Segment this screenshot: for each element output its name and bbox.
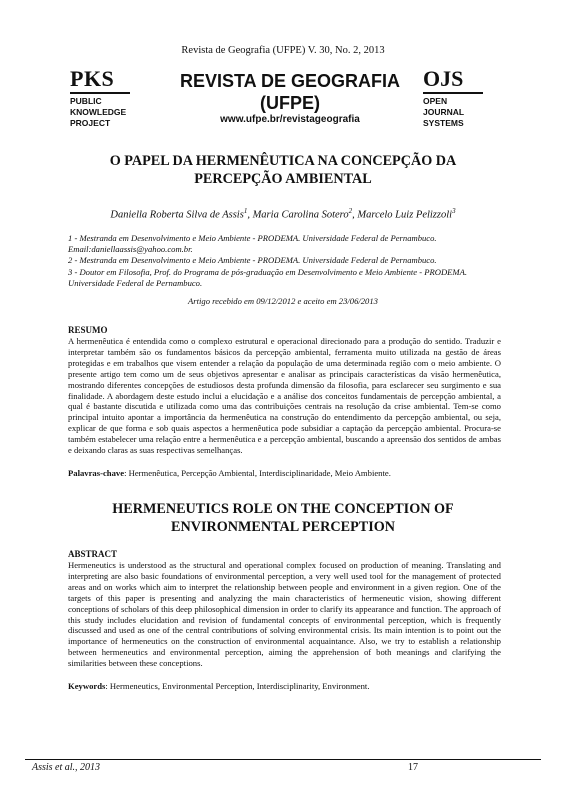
resumo-body: A hermenêutica é entendida como o complexo estrutural e operacional direcionado para a produção do sentido. Traduzir e interpretar também são os fundamentos básicos da percepção ambiental, ferramenta muito utilizada na gestão de áreas protegidas e em trabalhos que visem entender a relação da população de uma determinada região com o meio ambiente. O presente artigo tem como um de seus objetivos apresentar e analisar as principais características da visão hermenêutica, mostrando diferentes concepções de estudiosos desta profunda dimensão da filosofia, para esclarecer seu surgimento e sua finalidade. A abordagem deste estudo inclui a elucidação e a análise dos conceitos fundamentais de percepção ambiental, a qual é bastante discutida e utilizada como uma das contribuições centrais na resolução da crise ambiental. Tem-se como principal intuito apontar a importância da hermenêutica na construção do entendimento da percepção ambiental, ou seja, explicar de que forma e sob quais aspectos a hermenêutica pode subsidiar a captação da percepção ambiental. Procura-se também estabelecer uma relação entre a hermenêutica e a percepção ambiental, buscando a apreensão dos sentidos de ambas e deixando claras as suas respectivas semelhanças.: [68, 336, 501, 456]
author-name: Marcelo Luiz Pelizzoli: [357, 209, 453, 221]
resumo-keywords: [68, 468, 501, 479]
journal-masthead: [170, 70, 410, 114]
journal-title-line-1: REVISTA DE GEOGRAFIA: [179, 71, 401, 91]
abstract-body: Hermeneutics is understood as the structural and operational complex focused on production of meaning. Translating and interpreting are also basic foundations of environmental perception, a very well used tool for the management of protected areas and on works which aim to interpret the relationship between people and environment in a given region. One of the targets of this paper is presenting and analyzing the main characteristics of hermeneutic vision, showing different conceptions of scholars of this deep philosophical dimension in order to clarify its appearance and function. The approach of this study includes elucidation and revision of fundamental concepts of environmental perception, which is frequently discussed and used as one of the central contributions of solving environmental crisis. Its main intention is to point out the importance of hermeneutics on the construction of environmental acquaintance. Also, we try to establish a relationship between hermeneutics and environmental perception, aiming the apprehension of both meanings and clarifying the similarities between these conceptions.: [68, 560, 501, 669]
author-name: Daniella Roberta Silva de Assis: [110, 209, 244, 221]
ojs-line-3: SYSTEMS: [423, 118, 464, 128]
journal-url: www.ufpe.br/revistageografia: [220, 114, 360, 125]
resumo-keywords-label: Palavras-chave: [68, 468, 125, 478]
ojs-logo-text: [423, 96, 464, 129]
article-title: [40, 152, 526, 188]
received-date: Artigo recebido em 09/12/2012 e aceito em 23/06/2013: [188, 296, 378, 306]
author-affiliation-marker: 3: [452, 207, 456, 215]
abstract-keywords: [68, 681, 501, 692]
pks-line-3: PROJECT: [70, 118, 111, 128]
abstract-keywords-text: : Hermeneutics, Environmental Perception, Interdisciplinarity, Environment.: [105, 681, 370, 691]
ojs-line-1: OPEN: [423, 96, 448, 106]
footer-citation: Assis et al., 2013: [32, 762, 101, 773]
affiliations: [68, 233, 508, 289]
page-number: 17: [408, 762, 418, 773]
author-affiliation-marker: 2: [348, 207, 353, 215]
article-title-line-1: O PAPEL DA HERMENÊUTICA NA CONCEPÇÃO DA: [109, 153, 457, 169]
author-list: Daniella Roberta Silva de Assis$^1$, Maria Carolina Sotero$^2$, Marcelo Luiz Pelizzoli$^3$: [110, 207, 456, 221]
pks-line-1: PUBLIC: [70, 96, 102, 106]
author-name: Maria Carolina Sotero: [252, 209, 349, 221]
pks-logo-text: [70, 96, 126, 129]
affiliation-2: 2 - Mestranda em Desenvolvimento e Meio Ambiente - PRODEMA. Universidade Federal de Pernambuco.: [68, 255, 437, 266]
resumo-heading: RESUMO: [68, 325, 108, 335]
ojs-line-2: JOURNAL: [423, 107, 465, 117]
pks-logo-rule: [70, 92, 130, 94]
ojs-logo: OJS: [423, 66, 464, 91]
article-title-line-2: PERCEPÇÃO AMBIENTAL: [194, 171, 372, 187]
pks-line-2: KNOWLEDGE: [70, 107, 127, 117]
journal-issue-line: Revista de Geografia (UFPE) V. 30, No. 2, 2013: [181, 45, 385, 56]
ojs-logo-rule: [423, 92, 483, 94]
abstract-keywords-label: Keywords: [68, 681, 106, 691]
pks-logo: PKS: [70, 66, 115, 91]
resumo-keywords-text: : Hermenêutica, Percepção Ambiental, Interdisciplinaridade, Meio Ambiente.: [124, 468, 391, 478]
affiliation-3: 3 - Doutor em Filosofia, Prof. do Programa de pós-graduação em Desenvolvimento e Meio Ambiente - PRODEMA. Universidade Federal de Pernambuco.: [68, 266, 467, 288]
english-title-line-1: HERMENEUTICS ROLE ON THE CONCEPTION OF: [112, 501, 454, 517]
footer-divider: [25, 759, 541, 760]
affiliation-1: 1 - Mestranda em Desenvolvimento e Meio Ambiente - PRODEMA. Universidade Federal de Pernambuco. Email:daniellaassis@yahoo.com.br.: [68, 233, 437, 255]
abstract-heading: ABSTRACT: [68, 549, 118, 559]
journal-title-line-2: (UFPE): [260, 93, 320, 113]
author-affiliation-marker: 1: [243, 207, 248, 215]
english-title: [40, 500, 526, 536]
english-title-line-2: ENVIRONMENTAL PERCEPTION: [171, 519, 395, 535]
